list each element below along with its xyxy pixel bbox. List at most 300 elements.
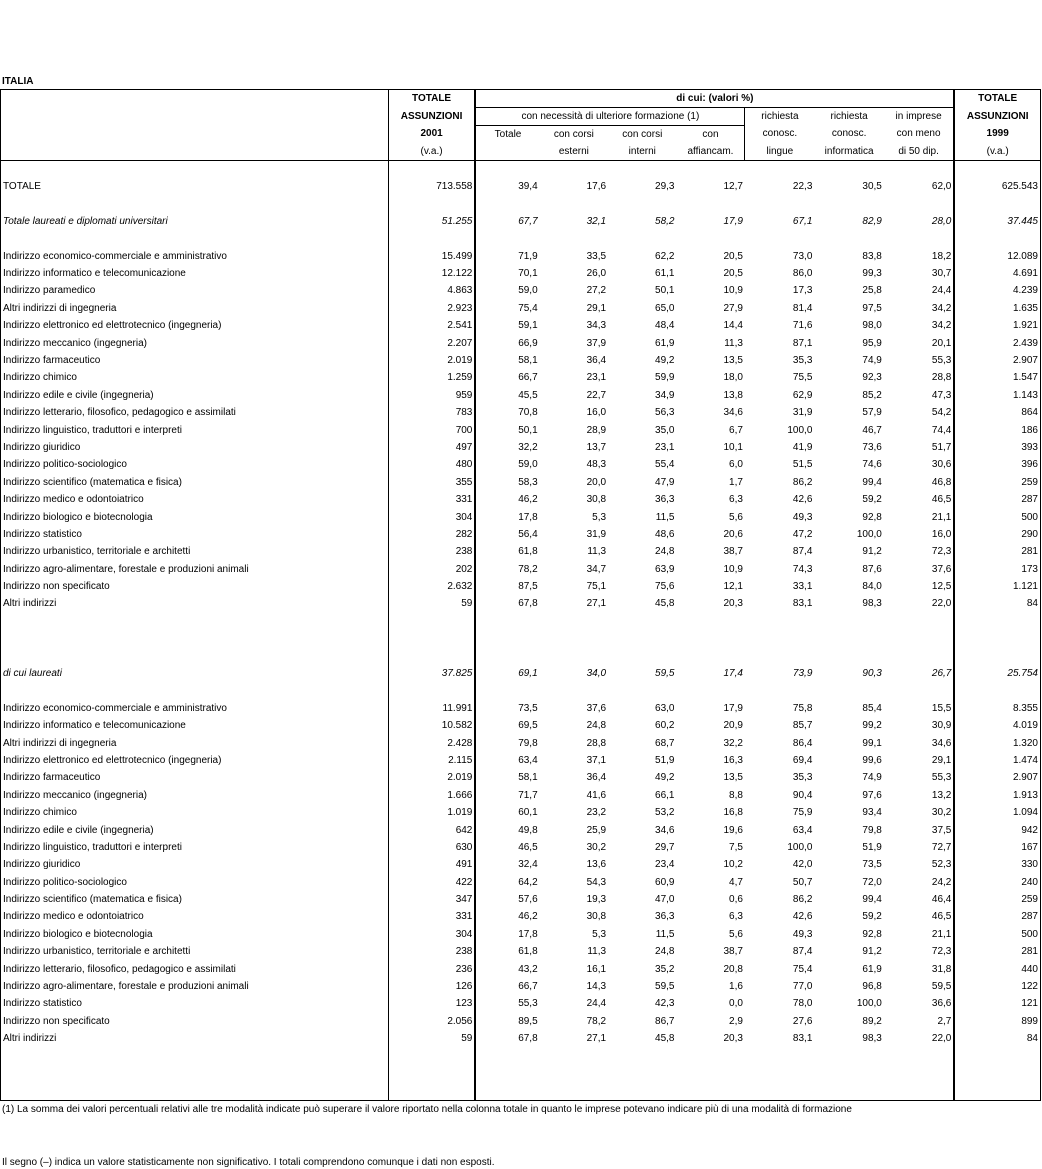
header-lingue-line2: conosc. bbox=[745, 126, 814, 144]
row-label: Altri indirizzi bbox=[1, 596, 389, 613]
cell-value: 12,7 bbox=[723, 181, 743, 193]
cell-value: 24,8 bbox=[655, 546, 675, 558]
cell-value: 58,1 bbox=[475, 770, 539, 787]
cell-value: 17,3 bbox=[792, 285, 813, 297]
cell-value: 28,8 bbox=[586, 737, 607, 749]
cell-value: 75,6 bbox=[655, 581, 675, 593]
cell-value: 63,4 bbox=[475, 752, 539, 769]
cell-value: 17,8 bbox=[475, 926, 539, 943]
cell-value: 783 bbox=[388, 404, 475, 421]
cell-value: 63,0 bbox=[655, 702, 675, 714]
cell-value: 99,3 bbox=[862, 268, 882, 280]
row-label: Indirizzo meccanico (ingegneria) bbox=[1, 335, 389, 352]
row-label: Altri indirizzi di ingegneria bbox=[1, 735, 389, 752]
spacer-cell bbox=[388, 631, 475, 648]
spacer-cell bbox=[540, 161, 608, 179]
cell-value: 1,6 bbox=[729, 981, 743, 993]
row-label: Indirizzo linguistico, traduttori e interpreti bbox=[1, 839, 389, 856]
cell-value: 73,9 bbox=[792, 668, 813, 680]
cell-value: 10,9 bbox=[723, 563, 743, 575]
cell-value: 69,4 bbox=[792, 754, 813, 766]
cell-value: 33,1 bbox=[792, 581, 813, 593]
table-row bbox=[1, 578, 1041, 595]
row-label: Indirizzo non specificato bbox=[1, 1013, 389, 1030]
table-row bbox=[1, 300, 1041, 317]
spacer-row bbox=[1, 1048, 1041, 1065]
cell-value: 47,9 bbox=[655, 476, 675, 488]
cell-value: 282 bbox=[388, 526, 475, 543]
header-total-2001-line2: ASSUNZIONI bbox=[388, 108, 475, 126]
spacer-cell bbox=[540, 1048, 608, 1065]
spacer-cell bbox=[1, 613, 389, 630]
cell-value: 30,2 bbox=[586, 841, 607, 853]
cell-value: 11.991 bbox=[388, 700, 475, 717]
cell-value: 713.558 bbox=[388, 178, 475, 195]
header-total-1999-line4: (v.a.) bbox=[954, 143, 1040, 161]
cell-value: 73,0 bbox=[792, 250, 813, 262]
cell-value: 1.913 bbox=[954, 787, 1040, 804]
cell-value: 42,3 bbox=[655, 998, 675, 1010]
cell-value: 55,3 bbox=[884, 770, 955, 787]
table-row bbox=[1, 422, 1041, 439]
spacer-cell bbox=[540, 231, 608, 248]
cell-value: 38,7 bbox=[723, 546, 743, 558]
spacer-cell bbox=[954, 683, 1040, 700]
spacer-cell bbox=[1, 161, 389, 179]
cell-value: 1.547 bbox=[954, 370, 1040, 387]
cell-value: 2.923 bbox=[388, 300, 475, 317]
cell-value: 37,6 bbox=[586, 702, 607, 714]
cell-value: 32,2 bbox=[475, 439, 539, 456]
spacer-cell bbox=[540, 683, 608, 700]
header-corsi-esterni-line1: con corsi bbox=[553, 128, 594, 140]
cell-value: 236 bbox=[388, 961, 475, 978]
cell-value: 15,5 bbox=[884, 700, 955, 717]
table-row bbox=[1, 891, 1041, 908]
cell-value: 42,0 bbox=[792, 859, 813, 871]
spacer-cell bbox=[1, 1065, 389, 1082]
table-row bbox=[1, 561, 1041, 578]
cell-value: 55,4 bbox=[655, 459, 675, 471]
cell-value: 1.121 bbox=[954, 578, 1040, 595]
row-label: Indirizzo statistico bbox=[1, 526, 389, 543]
spacer-cell bbox=[1, 631, 389, 648]
spacer-cell bbox=[388, 231, 475, 248]
table-row bbox=[1, 874, 1041, 891]
cell-value: 75,8 bbox=[792, 702, 813, 714]
cell-value: 83,8 bbox=[862, 250, 882, 262]
cell-value: 27,2 bbox=[586, 285, 607, 297]
cell-value: 92,8 bbox=[862, 928, 882, 940]
cell-value: 98,3 bbox=[862, 598, 882, 610]
cell-value: 22,0 bbox=[884, 596, 955, 613]
data-table bbox=[0, 89, 1041, 1101]
cell-value: 34,3 bbox=[586, 320, 607, 332]
header-imprese-line3: di 50 dip. bbox=[884, 143, 955, 161]
spacer-cell bbox=[475, 231, 539, 248]
spacer-cell bbox=[608, 648, 676, 665]
spacer-cell bbox=[814, 231, 883, 248]
cell-value: 500 bbox=[954, 926, 1040, 943]
cell-value: 45,8 bbox=[655, 1033, 675, 1045]
spacer-cell bbox=[745, 648, 814, 665]
cell-value: 2.019 bbox=[388, 352, 475, 369]
cell-value: 173 bbox=[954, 561, 1040, 578]
cell-value: 59,0 bbox=[475, 457, 539, 474]
cell-value: 66,7 bbox=[475, 370, 539, 387]
cell-value: 6,3 bbox=[729, 911, 743, 923]
table-row bbox=[1, 1031, 1041, 1048]
cell-value: 46,5 bbox=[884, 491, 955, 508]
header-corsi-interni-line1: con corsi bbox=[622, 128, 663, 140]
table-row bbox=[1, 509, 1041, 526]
cell-value: 87,1 bbox=[792, 337, 813, 349]
cell-value: 51,9 bbox=[862, 841, 882, 853]
header-total-2001-line4: (v.a.) bbox=[388, 143, 475, 161]
cell-value: 57,9 bbox=[862, 407, 882, 419]
spacer-cell bbox=[745, 1083, 814, 1101]
table-row bbox=[1, 926, 1041, 943]
cell-value: 331 bbox=[388, 909, 475, 926]
cell-value: 2,9 bbox=[729, 1015, 743, 1027]
spacer-cell bbox=[608, 1083, 676, 1101]
cell-value: 45,8 bbox=[655, 598, 675, 610]
cell-value: 347 bbox=[388, 891, 475, 908]
cell-value: 69,5 bbox=[475, 718, 539, 735]
cell-value: 46,2 bbox=[475, 909, 539, 926]
spacer-cell bbox=[388, 161, 475, 179]
cell-value: 75,5 bbox=[792, 372, 813, 384]
cell-value: 30,8 bbox=[586, 911, 607, 923]
cell-value: 78,2 bbox=[475, 561, 539, 578]
cell-value: 4.019 bbox=[954, 718, 1040, 735]
footnote-1: (1) La somma dei valori percentuali relativi alle tre modalità indicate può superare il valore riportato nella colonna totale in quanto le imprese potevano indicare più di una modalità di formazione bbox=[2, 1104, 852, 1115]
spacer-cell bbox=[954, 1083, 1040, 1101]
cell-value: 68,7 bbox=[655, 737, 675, 749]
cell-value: 2.632 bbox=[388, 578, 475, 595]
cell-value: 47,2 bbox=[792, 528, 813, 540]
header-row-2 bbox=[1, 108, 1041, 126]
spacer-cell bbox=[814, 631, 883, 648]
cell-value: 49,2 bbox=[655, 772, 675, 784]
cell-value: 440 bbox=[954, 961, 1040, 978]
cell-value: 96,8 bbox=[862, 981, 882, 993]
cell-value: 11,3 bbox=[587, 946, 607, 958]
cell-value: 700 bbox=[388, 422, 475, 439]
cell-value: 34,0 bbox=[586, 668, 607, 680]
spacer-cell bbox=[884, 196, 955, 213]
cell-value: 8,8 bbox=[729, 789, 743, 801]
cell-value: 23,1 bbox=[586, 372, 607, 384]
cell-value: 287 bbox=[954, 909, 1040, 926]
cell-value: 1.259 bbox=[388, 370, 475, 387]
cell-value: 259 bbox=[954, 474, 1040, 491]
spacer-cell bbox=[540, 1065, 608, 1082]
spacer-cell bbox=[1, 1083, 389, 1101]
cell-value: 290 bbox=[954, 526, 1040, 543]
cell-value: 61,1 bbox=[655, 268, 675, 280]
cell-value: 8.355 bbox=[954, 700, 1040, 717]
cell-value: 30,7 bbox=[884, 265, 955, 282]
cell-value: 899 bbox=[954, 1013, 1040, 1030]
cell-value: 16,3 bbox=[723, 754, 743, 766]
cell-value: 71,9 bbox=[475, 248, 539, 265]
spacer-cell bbox=[475, 196, 539, 213]
header-corsi-esterni-line2: esterni bbox=[540, 143, 608, 161]
cell-value: 642 bbox=[388, 822, 475, 839]
cell-value: 73,6 bbox=[862, 441, 882, 453]
cell-value: 78,2 bbox=[586, 1015, 607, 1027]
cell-value: 71,6 bbox=[792, 320, 813, 332]
cell-value: 59,2 bbox=[862, 494, 882, 506]
row-label: Indirizzo agro-alimentare, forestale e produzioni animali bbox=[1, 561, 389, 578]
cell-value: 69,1 bbox=[475, 665, 539, 682]
spacer-cell bbox=[677, 231, 745, 248]
spacer-cell bbox=[475, 683, 539, 700]
spacer-cell bbox=[608, 1048, 676, 1065]
table-row bbox=[1, 596, 1041, 613]
cell-value: 35,3 bbox=[792, 354, 813, 366]
cell-value: 22,3 bbox=[792, 181, 813, 193]
cell-value: 100,0 bbox=[856, 998, 882, 1010]
cell-value: 19,6 bbox=[723, 824, 743, 836]
cell-value: 30,5 bbox=[862, 181, 882, 193]
table-row bbox=[1, 787, 1041, 804]
header-row-1 bbox=[1, 90, 1041, 108]
cell-value: 6,0 bbox=[729, 459, 743, 471]
spacer-row bbox=[1, 683, 1041, 700]
table-row bbox=[1, 822, 1041, 839]
cell-value: 66,9 bbox=[475, 335, 539, 352]
cell-value: 100,0 bbox=[856, 528, 882, 540]
header-corsi-interni-line2: interni bbox=[608, 143, 676, 161]
spacer-cell bbox=[954, 631, 1040, 648]
cell-value: 22,7 bbox=[586, 389, 607, 401]
spacer-cell bbox=[814, 1083, 883, 1101]
cell-value: 67,7 bbox=[475, 213, 539, 230]
table-total-row bbox=[1, 213, 1041, 230]
cell-value: 26,7 bbox=[884, 665, 955, 682]
row-label: Totale laureati e diplomati universitari bbox=[1, 213, 389, 230]
cell-value: 91,2 bbox=[862, 546, 882, 558]
row-label: Indirizzo biologico e biotecnologia bbox=[1, 509, 389, 526]
cell-value: 72,7 bbox=[884, 839, 955, 856]
row-label: Indirizzo informatico e telecomunicazione bbox=[1, 718, 389, 735]
cell-value: 51.255 bbox=[388, 213, 475, 230]
cell-value: 4.691 bbox=[954, 265, 1040, 282]
cell-value: 625.543 bbox=[954, 178, 1040, 195]
cell-value: 32,4 bbox=[475, 857, 539, 874]
cell-value: 62,2 bbox=[655, 250, 675, 262]
cell-value: 51,5 bbox=[792, 459, 813, 471]
table-row bbox=[1, 839, 1041, 856]
cell-value: 54,2 bbox=[884, 404, 955, 421]
cell-value: 67,1 bbox=[792, 215, 813, 227]
cell-value: 36,4 bbox=[586, 354, 607, 366]
header-blank bbox=[1, 108, 389, 126]
row-label: Altri indirizzi di ingegneria bbox=[1, 300, 389, 317]
cell-value: 50,1 bbox=[475, 422, 539, 439]
spacer-cell bbox=[475, 1048, 539, 1065]
cell-value: 84 bbox=[954, 1031, 1040, 1048]
cell-value: 5,6 bbox=[729, 928, 743, 940]
cell-value: 95,9 bbox=[862, 337, 882, 349]
cell-value: 16,0 bbox=[884, 526, 955, 543]
cell-value: 29,1 bbox=[586, 302, 607, 314]
cell-value: 99,4 bbox=[862, 476, 882, 488]
cell-value: 281 bbox=[954, 544, 1040, 561]
header-informatica-line1: richiesta bbox=[830, 110, 868, 122]
cell-value: 67,8 bbox=[475, 1031, 539, 1048]
cell-value: 126 bbox=[388, 978, 475, 995]
cell-value: 74,9 bbox=[862, 354, 882, 366]
cell-value: 71,7 bbox=[475, 787, 539, 804]
cell-value: 1.143 bbox=[954, 387, 1040, 404]
cell-value: 20,3 bbox=[723, 598, 743, 610]
header-total-1999-line1: TOTALE bbox=[954, 90, 1040, 108]
spacer-row bbox=[1, 231, 1041, 248]
row-label: Indirizzo scientifico (matematica e fisica) bbox=[1, 474, 389, 491]
cell-value: 24,4 bbox=[586, 998, 607, 1010]
spacer-cell bbox=[388, 1065, 475, 1082]
cell-value: 66,7 bbox=[475, 978, 539, 995]
cell-value: 2.019 bbox=[388, 770, 475, 787]
cell-value: 34,6 bbox=[884, 735, 955, 752]
cell-value: 50,7 bbox=[792, 876, 813, 888]
row-label: Indirizzo economico-commerciale e amministrativo bbox=[1, 700, 389, 717]
spacer-cell bbox=[954, 196, 1040, 213]
header-corner bbox=[1, 90, 389, 108]
cell-value: 75,4 bbox=[792, 963, 813, 975]
cell-value: 20,1 bbox=[884, 335, 955, 352]
cell-value: 240 bbox=[954, 874, 1040, 891]
spacer-cell bbox=[884, 161, 955, 179]
cell-value: 81,4 bbox=[792, 302, 813, 314]
cell-value: 50,1 bbox=[655, 285, 675, 297]
spacer-cell bbox=[608, 231, 676, 248]
cell-value: 2.115 bbox=[388, 752, 475, 769]
cell-value: 29,7 bbox=[655, 841, 675, 853]
spacer-cell bbox=[388, 613, 475, 630]
cell-value: 79,8 bbox=[475, 735, 539, 752]
header-lingue-line1: richiesta bbox=[745, 108, 814, 126]
spacer-cell bbox=[677, 613, 745, 630]
row-label: Indirizzo informatico e telecomunicazione bbox=[1, 265, 389, 282]
cell-value: 34,6 bbox=[723, 407, 743, 419]
cell-value: 20,6 bbox=[723, 528, 743, 540]
spacer-cell bbox=[608, 613, 676, 630]
cell-value: 74,3 bbox=[792, 563, 813, 575]
row-label: Indirizzo urbanistico, territoriale e architetti bbox=[1, 944, 389, 961]
cell-value: 23,4 bbox=[655, 859, 675, 871]
row-label: Indirizzo agro-alimentare, forestale e produzioni animali bbox=[1, 978, 389, 995]
spacer-row bbox=[1, 648, 1041, 665]
cell-value: 93,4 bbox=[862, 807, 882, 819]
cell-value: 0,0 bbox=[729, 998, 743, 1010]
cell-value: 12.122 bbox=[388, 265, 475, 282]
spacer-cell bbox=[884, 1065, 955, 1082]
header-informatica-line2: conosc. bbox=[831, 128, 867, 140]
cell-value: 2.541 bbox=[388, 318, 475, 335]
cell-value: 56,3 bbox=[655, 407, 675, 419]
cell-value: 74,4 bbox=[884, 422, 955, 439]
spacer-cell bbox=[884, 231, 955, 248]
cell-value: 10,2 bbox=[723, 859, 743, 871]
spacer-cell bbox=[475, 648, 539, 665]
cell-value: 34,6 bbox=[655, 824, 675, 836]
cell-value: 48,4 bbox=[655, 320, 675, 332]
cell-value: 1.094 bbox=[954, 804, 1040, 821]
cell-value: 87,6 bbox=[862, 563, 882, 575]
table-row bbox=[1, 718, 1041, 735]
cell-value: 86,7 bbox=[655, 1015, 675, 1027]
spacer-cell bbox=[745, 613, 814, 630]
cell-value: 29,3 bbox=[655, 181, 675, 193]
cell-value: 2.439 bbox=[954, 335, 1040, 352]
spacer-cell bbox=[1, 196, 389, 213]
cell-value: 54,3 bbox=[586, 876, 607, 888]
spacer-cell bbox=[475, 613, 539, 630]
table-row bbox=[1, 457, 1041, 474]
cell-value: 2.907 bbox=[954, 352, 1040, 369]
spacer-cell bbox=[1, 231, 389, 248]
spacer-cell bbox=[745, 631, 814, 648]
cell-value: 22,0 bbox=[884, 1031, 955, 1048]
cell-value: 87,4 bbox=[792, 946, 813, 958]
cell-value: 10.582 bbox=[388, 718, 475, 735]
spacer-cell bbox=[677, 648, 745, 665]
spacer-cell bbox=[608, 161, 676, 179]
spacer-cell bbox=[1, 648, 389, 665]
spacer-cell bbox=[388, 648, 475, 665]
cell-value: 82,9 bbox=[862, 215, 882, 227]
spacer-cell bbox=[677, 161, 745, 179]
cell-value: 19,3 bbox=[586, 894, 607, 906]
cell-value: 84 bbox=[954, 596, 1040, 613]
cell-value: 28,8 bbox=[884, 370, 955, 387]
table-row bbox=[1, 283, 1041, 300]
spacer-row bbox=[1, 161, 1041, 179]
cell-value: 23,1 bbox=[655, 441, 675, 453]
spacer-cell bbox=[884, 1083, 955, 1101]
table-row bbox=[1, 318, 1041, 335]
cell-value: 2.207 bbox=[388, 335, 475, 352]
cell-value: 41,9 bbox=[792, 441, 813, 453]
row-label: TOTALE bbox=[1, 178, 389, 195]
cell-value: 10,9 bbox=[723, 285, 743, 297]
cell-value: 1.635 bbox=[954, 300, 1040, 317]
spacer-cell bbox=[745, 1065, 814, 1082]
cell-value: 75,9 bbox=[792, 807, 813, 819]
cell-value: 86,4 bbox=[792, 737, 813, 749]
header-imprese-line1: in imprese bbox=[884, 108, 955, 126]
cell-value: 37,5 bbox=[884, 822, 955, 839]
cell-value: 11,3 bbox=[587, 546, 607, 558]
header-group-label: con necessità di ulteriore formazione (1) bbox=[521, 110, 700, 122]
cell-value: 60,1 bbox=[475, 804, 539, 821]
spacer-row bbox=[1, 1065, 1041, 1082]
table-total-row bbox=[1, 178, 1041, 195]
cell-value: 396 bbox=[954, 457, 1040, 474]
cell-value: 5,3 bbox=[592, 928, 607, 940]
cell-value: 31,8 bbox=[884, 961, 955, 978]
cell-value: 4.863 bbox=[388, 283, 475, 300]
row-label: Indirizzo farmaceutico bbox=[1, 770, 389, 787]
cell-value: 60,9 bbox=[655, 876, 675, 888]
spacer-cell bbox=[388, 1083, 475, 1101]
cell-value: 56,4 bbox=[475, 526, 539, 543]
cell-value: 47,0 bbox=[655, 894, 675, 906]
